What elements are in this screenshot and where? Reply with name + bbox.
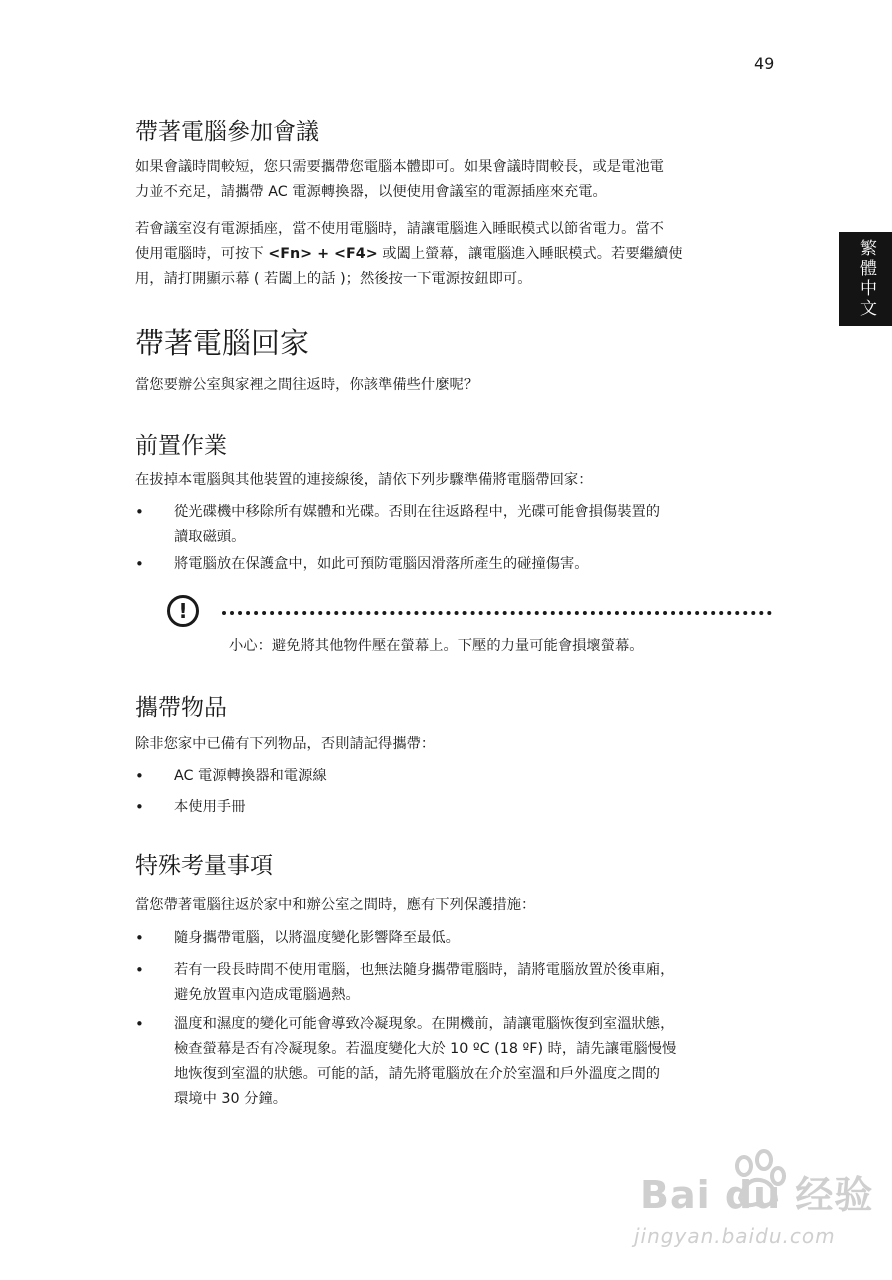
- list-item-text: 隨身攜帶電腦，以將溫度變化影響降至最低。: [174, 930, 460, 946]
- caution-text: 小心：避免將其他物件壓在螢幕上。下壓的力量可能會損壞螢幕。: [229, 638, 644, 654]
- bullet-icon: •: [135, 961, 144, 979]
- list-item: [135, 1012, 775, 1112]
- line: 使用電腦時，可按下: [135, 246, 269, 262]
- line: 若有一段長時間不使用電腦，也無法隨身攜帶電腦時，請將電腦放置於後車廂，: [174, 962, 675, 978]
- list-item: [135, 500, 775, 550]
- list-item-text: 將電腦放在保護盒中，如此可預防電腦因滑落所產生的碰撞傷害。: [174, 556, 589, 572]
- list-item-text: [174, 1012, 774, 1112]
- line: 讀取磁頭。: [174, 529, 246, 545]
- bullet-icon: •: [135, 929, 144, 947]
- bullet-icon: •: [135, 798, 144, 816]
- language-tab-label: 繁體中文: [856, 239, 876, 319]
- line: 避免放置車內造成電腦過熱。: [174, 987, 360, 1003]
- line: 環境中 30 分鐘。: [174, 1091, 288, 1107]
- list-item-text: 本使用手冊: [174, 799, 246, 815]
- watermark-logo: Bai du 经验: [640, 1173, 874, 1217]
- line: 或闔上螢幕，讓電腦進入睡眠模式。若要繼續使: [377, 246, 683, 262]
- line: 力並不充足，請攜帶 AC 電源轉換器，以便使用會議室的電源插座來充電。: [135, 184, 607, 200]
- watermark-url: jingyan.baidu.com: [634, 1224, 836, 1248]
- list-item-text: AC 電源轉換器和電源線: [174, 768, 327, 784]
- key-combo: <Fn> + <F4>: [268, 246, 378, 262]
- paragraph-meeting-2: [135, 217, 775, 292]
- bullet-icon: •: [135, 503, 144, 521]
- list-item: [135, 764, 775, 789]
- caution-icon: !: [167, 595, 199, 627]
- heading-special: 特殊考量事項: [135, 853, 273, 879]
- line: 溫度和濕度的變化可能會導致冷凝現象。在開機前，請讓電腦恢復到室溫狀態，: [174, 1016, 675, 1032]
- bullet-icon: •: [135, 767, 144, 785]
- line: 若會議室沒有電源插座，當不使用電腦時，請讓電腦進入睡眠模式以節省電力。當不: [135, 221, 664, 237]
- list-item-text: [174, 500, 774, 550]
- paragraph-carry-intro: 除非您家中已備有下列物品，否則請記得攜帶：: [135, 736, 436, 752]
- list-item: [135, 552, 775, 577]
- divider: [222, 611, 772, 615]
- paragraph-special-intro: 當您帶著電腦往返於家中和辦公室之間時，應有下列保護措施：: [135, 897, 536, 913]
- heading-carry: 攜帶物品: [135, 695, 227, 721]
- line: 地恢復到室溫的狀態。可能的話，請先將電腦放在介於室溫和戶外溫度之間的: [174, 1066, 661, 1082]
- paragraph-meeting-1: [135, 155, 775, 205]
- list-item: [135, 795, 775, 820]
- line: 用，請打開顯示幕 ( 若闔上的話 )；然後按一下電源按鈕即可。: [135, 271, 532, 287]
- line: 檢查螢幕是否有冷凝現象。若溫度變化大於 10 ºC (18 ºF) 時，請先讓電腦慢慢: [174, 1041, 677, 1057]
- line: 如果會議時間較短，您只需要攜帶您電腦本體即可。如果會議時間較長，或是電池電: [135, 159, 664, 175]
- page-number: 49: [754, 54, 775, 73]
- heading-home: 帶著電腦回家: [135, 326, 310, 360]
- baidu-watermark: [634, 1148, 874, 1268]
- list-item: [135, 958, 775, 1008]
- heading-prep: 前置作業: [135, 433, 227, 459]
- bullet-icon: •: [135, 1015, 144, 1033]
- paragraph-home-intro: 當您要辦公室與家裡之間往返時，你該準備些什麼呢？: [135, 377, 479, 393]
- list-item-text: [174, 958, 774, 1008]
- line: 從光碟機中移除所有媒體和光碟。否則在往返路程中，光碟可能會損傷裝置的: [174, 504, 661, 520]
- language-tab: [839, 232, 892, 326]
- heading-meeting: 帶著電腦參加會議: [135, 119, 319, 145]
- paragraph-prep-intro: 在拔掉本電腦與其他裝置的連接線後，請依下列步驟準備將電腦帶回家：: [135, 472, 593, 488]
- bullet-icon: •: [135, 555, 144, 573]
- list-item: [135, 926, 775, 951]
